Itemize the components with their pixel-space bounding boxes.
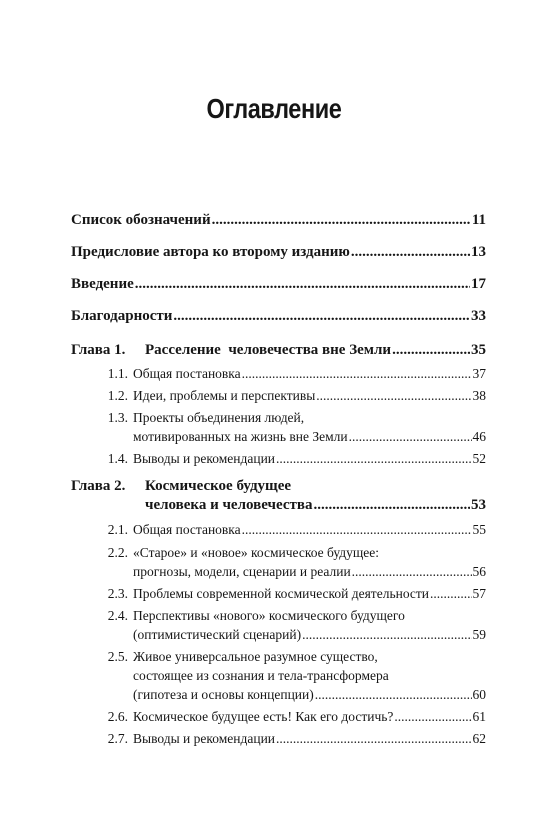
section-title-line: «Старое» и «новое» космическое будущее: <box>133 545 380 560</box>
toc-page-number: 55 <box>472 522 486 537</box>
toc-entry-section-2-5[interactable] <box>133 687 486 703</box>
leader-dots <box>276 451 471 467</box>
section-title: Проблемы современной космической деятельности <box>133 586 430 601</box>
section-number: 2.3. <box>107 586 128 601</box>
leader-dots <box>313 497 470 514</box>
chapter-2-number: Глава 2. <box>71 478 126 494</box>
section-title: Выводы и рекомендации <box>133 451 276 466</box>
toc-page-number: 62 <box>472 731 486 746</box>
section-number: 1.1. <box>107 366 128 381</box>
toc-page-number: 59 <box>472 627 486 642</box>
section-title-line: состоящее из сознания и тела-трансформера <box>133 668 389 683</box>
section-title: (оптимистический сценарий) <box>133 627 302 642</box>
toc-page-number: 38 <box>472 388 486 403</box>
toc-page-number: 46 <box>472 429 486 444</box>
chapter-1-title: Расселение человечества вне Земли <box>145 342 392 358</box>
toc-page-number: 33 <box>471 308 486 324</box>
toc-page-number: 60 <box>472 687 486 702</box>
section-title: Идеи, проблемы и перспективы <box>133 388 316 403</box>
chapter-2-title: человека и человечества <box>145 497 313 513</box>
leader-dots <box>315 687 472 703</box>
leader-dots <box>173 308 470 325</box>
section-number: 2.6. <box>107 709 128 724</box>
toc-entry-preface[interactable] <box>71 244 486 261</box>
toc-entry-label: Список обозначений <box>71 212 211 228</box>
section-number: 2.1. <box>107 522 128 537</box>
leader-dots <box>302 627 471 643</box>
toc-page-number: 11 <box>471 212 486 228</box>
page-title: Оглавление <box>206 93 342 124</box>
toc-page-number: 13 <box>471 244 486 260</box>
leader-dots <box>316 388 471 404</box>
chapter-2-title-line: Космическое будущее <box>145 478 292 494</box>
leader-dots <box>349 429 472 445</box>
toc-entry-chapter-1[interactable] <box>145 342 486 359</box>
toc-page-number: 52 <box>472 451 486 466</box>
toc-entry-label: Предисловие автора ко второму изданию <box>71 244 350 260</box>
toc-entry-section-1-2[interactable] <box>133 388 486 404</box>
toc-page-number: 56 <box>472 564 486 579</box>
toc-entry-acknowledgements[interactable] <box>71 308 486 325</box>
toc-entry-label: Благодарности <box>71 308 173 324</box>
leader-dots <box>242 522 472 538</box>
toc-entry-section-2-7[interactable] <box>133 731 486 747</box>
toc-page-number: 37 <box>472 366 486 381</box>
section-title: Выводы и рекомендации <box>133 731 276 746</box>
section-number: 2.2. <box>107 545 128 560</box>
toc-entry-label: Введение <box>71 276 134 292</box>
section-title: мотивированных на жизнь вне Земли <box>133 429 348 444</box>
section-title: (гипотеза и основы концепции) <box>133 687 314 702</box>
toc-entry-section-2-4[interactable] <box>133 627 486 643</box>
toc-page-number: 17 <box>471 276 486 292</box>
toc-entry-chapter-2[interactable] <box>145 497 486 514</box>
toc-entry-section-2-2[interactable] <box>133 564 486 580</box>
leader-dots <box>135 276 470 293</box>
leader-dots <box>392 342 470 359</box>
toc-entry-section-2-1[interactable] <box>133 522 486 538</box>
toc-entry-symbols[interactable] <box>71 212 486 229</box>
section-title-line: Живое универсальное разумное существо, <box>133 649 378 664</box>
chapter-1-number: Глава 1. <box>71 342 126 358</box>
section-title: Космическое будущее есть! Как его достичь? <box>133 709 394 724</box>
toc-entry-section-1-1[interactable] <box>133 366 486 382</box>
section-number: 2.4. <box>107 608 128 623</box>
section-number: 2.5. <box>107 649 128 664</box>
section-title-line: Перспективы «нового» космического будущего <box>133 608 405 623</box>
toc-entry-section-2-3[interactable] <box>133 586 486 602</box>
section-title: Общая постановка <box>133 366 241 381</box>
leader-dots <box>276 731 471 747</box>
toc-page-number: 53 <box>471 497 486 513</box>
toc-entry-introduction[interactable] <box>71 276 486 293</box>
toc-entry-section-2-6[interactable] <box>133 709 486 725</box>
leader-dots <box>394 709 471 725</box>
section-title-line: Проекты объединения людей, <box>133 410 305 425</box>
section-number: 1.2. <box>107 388 128 403</box>
toc-page-number: 35 <box>471 342 486 358</box>
section-number: 2.7. <box>107 731 128 746</box>
section-number: 1.4. <box>107 451 128 466</box>
leader-dots <box>242 366 472 382</box>
leader-dots <box>430 586 471 602</box>
toc-entry-section-1-4[interactable] <box>133 451 486 467</box>
leader-dots <box>212 212 471 229</box>
toc-entry-section-1-3[interactable] <box>133 429 486 445</box>
section-title: Общая постановка <box>133 522 241 537</box>
section-title: прогнозы, модели, сценарии и реалии <box>133 564 351 579</box>
toc-page-number: 57 <box>472 586 486 601</box>
toc-page-number: 61 <box>472 709 486 724</box>
section-number: 1.3. <box>107 410 128 425</box>
leader-dots <box>351 244 470 261</box>
leader-dots <box>352 564 472 580</box>
